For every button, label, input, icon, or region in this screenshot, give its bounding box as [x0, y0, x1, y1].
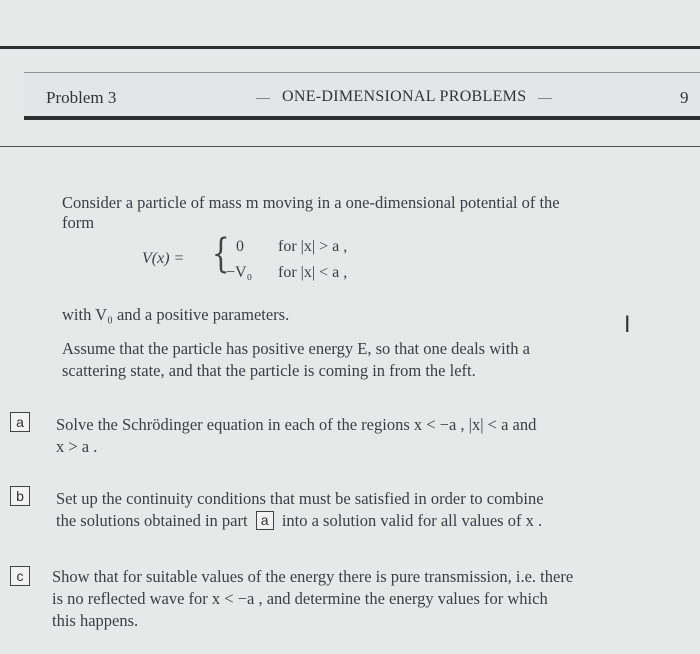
part-b-label: b	[10, 486, 30, 506]
problem-label: Problem 3	[46, 88, 117, 107]
part-b-line-2	[56, 510, 542, 532]
equation-lhs: V(x) =	[142, 250, 185, 267]
part-a-label: a	[10, 412, 30, 432]
part-c-label: c	[10, 566, 30, 586]
body-line-2: Assume that the particle has positive energy E, so that one deals with a	[62, 339, 530, 358]
part-b-line-2-post: into a solution valid for all values of x .	[281, 511, 543, 530]
intro-line-1: Consider a particle of mass m moving in a one-dimensional potential of the	[62, 193, 560, 212]
part-b-line-2-pre: the solutions obtained in part	[56, 511, 248, 530]
header-dash-right	[538, 98, 552, 99]
part-a-line-1: Solve the Schrödinger equation in each of the regions x < −a , |x| < a and	[56, 415, 537, 434]
part-c-line-1: Show that for suitable values of the energy there is pure transmission, i.e. there	[52, 567, 574, 586]
case1-value: 0	[236, 238, 244, 255]
header-bottom-rule	[24, 116, 700, 120]
part-a-line-2: x > a .	[56, 437, 98, 456]
case1-condition: for |x| > a ,	[278, 238, 348, 255]
equation-brace: {	[211, 231, 230, 277]
part-c-line-3: this happens.	[52, 611, 139, 630]
case2-condition: for |x| < a ,	[278, 264, 348, 281]
section-title: ONE-DIMENSIONAL PROBLEMS	[282, 88, 527, 105]
text-cursor-icon: I	[624, 313, 631, 338]
header-dash-left	[256, 98, 270, 99]
body-line-1: with V₀ and a positive parameters.	[62, 305, 290, 324]
part-c-line-2: is no reflected wave for x < −a , and determine the energy values for which	[52, 589, 548, 608]
header-thin-rule	[0, 146, 700, 147]
body-line-3: scattering state, and that the particle is coming in from the left.	[62, 361, 476, 380]
top-rule	[0, 46, 700, 49]
intro-line-2: form	[62, 213, 95, 232]
part-b-ref-a: a	[256, 511, 274, 530]
case2-value: −V₀	[226, 264, 253, 281]
part-b-line-1: Set up the continuity conditions that must be satisfied in order to combine	[56, 489, 544, 508]
page-number: 9	[680, 88, 689, 107]
